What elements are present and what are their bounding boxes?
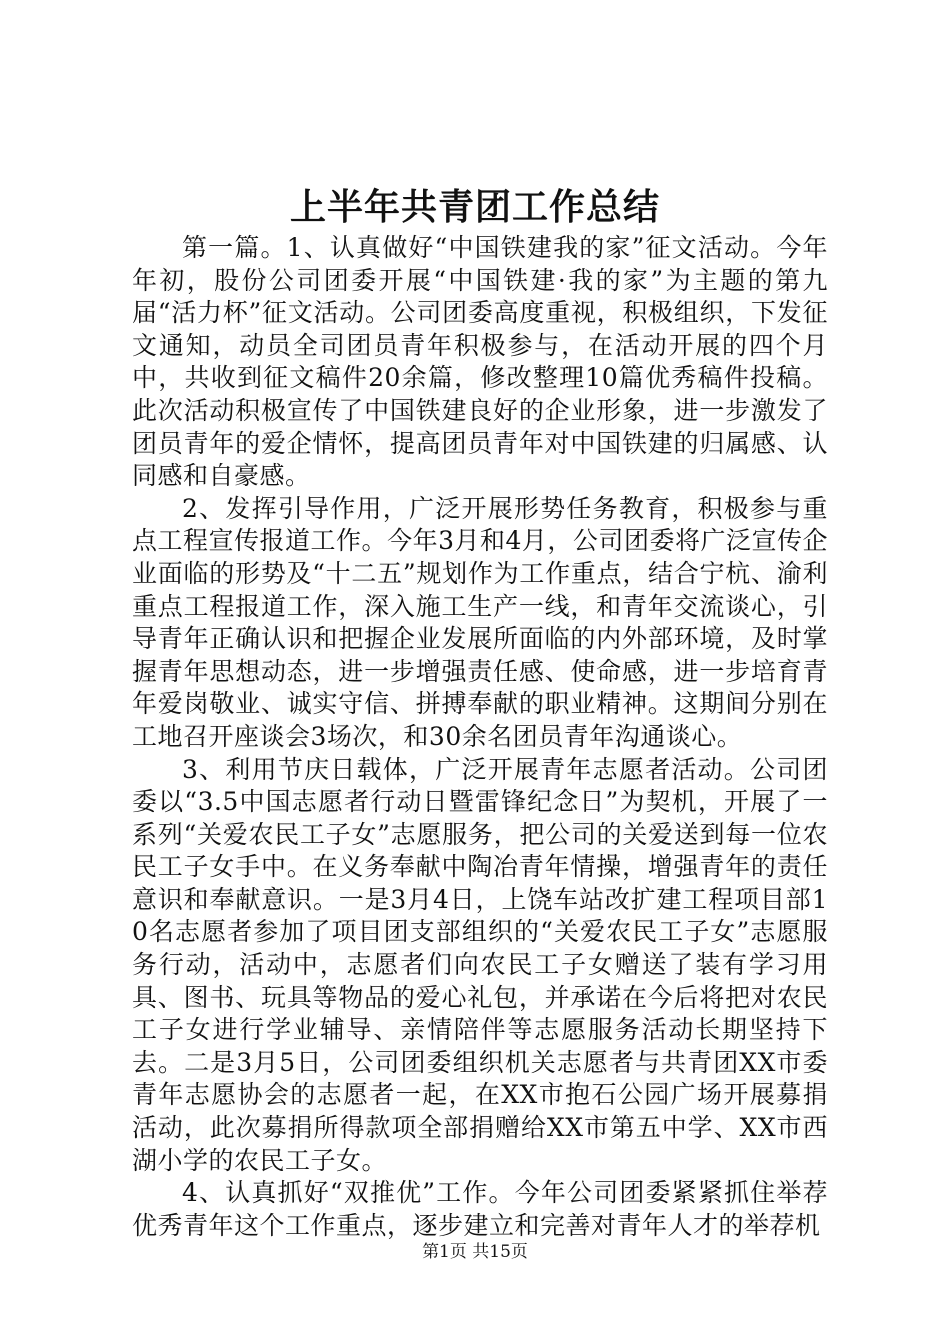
paragraph-4: 4、认真抓好“双推优”工作。今年公司团委紧紧抓住举荐优秀青年这个工作重点，逐步建立和完善对青年人才的举荐机 (132, 1178, 828, 1240)
paragraph-2: 2、发挥引导作用，广泛开展形势任务教育，积极参与重点工程宣传报道工作。今年3月和4月，公司团委将广泛宣传企业面临的形势及“十二五”规划作为工作重点，结合宁杭、渝利重点工程报道工作，深入施工生产一线，和青年交流谈心，引导青年正确认识和把握企业发展所面临的内外部环境，及时掌握青年思想动态，进一步增强责任感、使命感，进一步培育青年爱岗敬业、诚实守信、拼搏奉献的职业精神。这期间分别在工地召开座谈会3场次，和30余名团员青年沟通谈心。 (132, 493, 828, 751)
paragraph-1: 第一篇。1、认真做好“中国铁建我的家”征文活动。今年年初，股份公司团委开展“中国铁建·我的家”为主题的第九届“活力杯”征文活动。公司团委高度重视，积极组织，下发征文通知，动员全司团员青年积极参与，在活动开展的四个月中，共收到征文稿件20余篇，修改整理10篇优秀稿件投稿。此次活动积极宣传了中国铁建良好的企业形象，进一步激发了团员青年的爱企情怀，提高团员青年对中国铁建的归属感、认同感和自豪感。 (132, 233, 828, 491)
document-body (132, 232, 828, 1242)
page-number-footer: 第1页 共15页 (422, 1242, 528, 1262)
document-title: 上半年共青团工作总结 (289, 187, 660, 228)
paragraph-3: 3、利用节庆日载体，广泛开展青年志愿者活动。公司团委以“3.5中国志愿者行动日暨雷锋纪念日”为契机，开展了一系列“关爱农民工子女”志愿服务，把公司的关爱送到每一位农民工子女手中。在义务奉献中陶冶青年情操，增强青年的责任意识和奉献意识。一是3月4日，上饶车站改扩建工程项目部10名志愿者参加了项目团支部组织的“关爱农民工子女”志愿服务行动，活动中，志愿者们向农民工子女赠送了装有学习用具、图书、玩具等物品的爱心礼包，并承诺在今后将把对农民工子女进行学业辅导、亲情陪伴等志愿服务活动长期坚持下去。二是3月5日，公司团委组织机关志愿者与共青团XX市委青年志愿协会的志愿者一起，在XX市抱石公园广场开展募捐活动，此次募捐所得款项全部捐赠给XX市第五中学、XX市西湖小学的农民工子女。 (132, 754, 828, 1175)
